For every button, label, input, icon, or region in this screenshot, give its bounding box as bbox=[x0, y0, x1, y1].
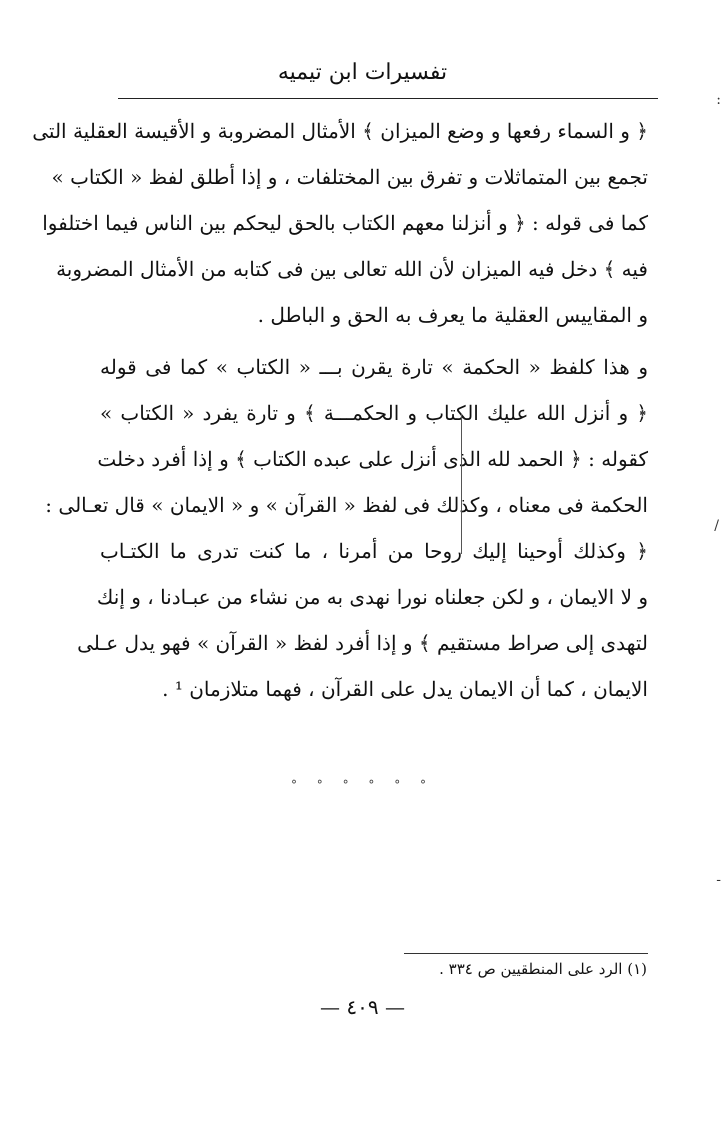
paragraph-1 bbox=[32, 108, 648, 338]
text-line: لتهدى إلى صراط مستقيم ﴾ و إذا أفرد لفظ « القرآن » فهو يدل عـلى bbox=[77, 631, 648, 655]
text-line: ﴿ وكذلك أوحينا إليك روحا من أمرنا ، ما كنت تدرى ما الكتـاب bbox=[100, 539, 648, 563]
footnote-rule bbox=[404, 953, 648, 954]
text-line: و المقاييس العقلية ما يعرف به الحق و الباطل . bbox=[257, 303, 648, 327]
running-head: تفسيرات ابن تيميه bbox=[277, 60, 448, 85]
text-line: ﴿ و السماء رفعها و وضع الميزان ﴾ الأمثال المضروبة و الأقيسة العقلية التى bbox=[32, 119, 648, 143]
text-line: و هذا كلفظ « الحكمة » تارة يقرن بـــ « الكتاب » كما فى قوله bbox=[100, 355, 648, 379]
text-line: فيه ﴾ دخل فيه الميزان لأن الله تعالى بين فى كتابه من الأمثال المضروبة bbox=[56, 257, 648, 281]
header-rule bbox=[118, 98, 658, 99]
margin-mark: : bbox=[716, 92, 721, 108]
text-line: و لا الايمان ، و لكن جعلناه نورا نهدى به من نشاء من عبـادنا ، و إنك bbox=[96, 585, 648, 609]
text-line: ﴿ و أنزل الله عليك الكتاب و الحكمـــة ﴾ و تارة يفرد « الكتاب » bbox=[100, 401, 648, 425]
body-text bbox=[32, 108, 648, 712]
paragraph-2 bbox=[45, 344, 648, 712]
page-number: — ٤٠٩ — bbox=[320, 995, 405, 1019]
column-mark-rule bbox=[461, 414, 462, 554]
section-ornament: ° ° ° ° ° ° bbox=[290, 778, 435, 792]
margin-mark: / bbox=[714, 518, 719, 534]
margin-mark: - bbox=[716, 872, 721, 888]
text-line: الحكمة فى معناه ، وكذلك فى لفظ « القرآن » و « الايمان » قال تعـالى : bbox=[45, 493, 648, 517]
text-line: كما فى قوله : ﴿ و أنزلنا معهم الكتاب بالحق ليحكم بين الناس فيما اختلفوا bbox=[42, 211, 648, 235]
text-line: كقوله : ﴿ الحمد لله الذى أنزل على عبده الكتاب ﴾ و إذا أفرد دخلت bbox=[97, 447, 648, 471]
footnote: (١) الرد على المنطقيين ص ٣٣٤ . bbox=[439, 960, 647, 978]
text-line: تجمع بين المتماثلات و تفرق بين المختلفات ، و إذا أطلق لفظ « الكتاب » bbox=[51, 165, 648, 189]
text-line: الايمان ، كما أن الايمان يدل على القرآن ، فهما متلازمان ¹ . bbox=[162, 677, 648, 701]
